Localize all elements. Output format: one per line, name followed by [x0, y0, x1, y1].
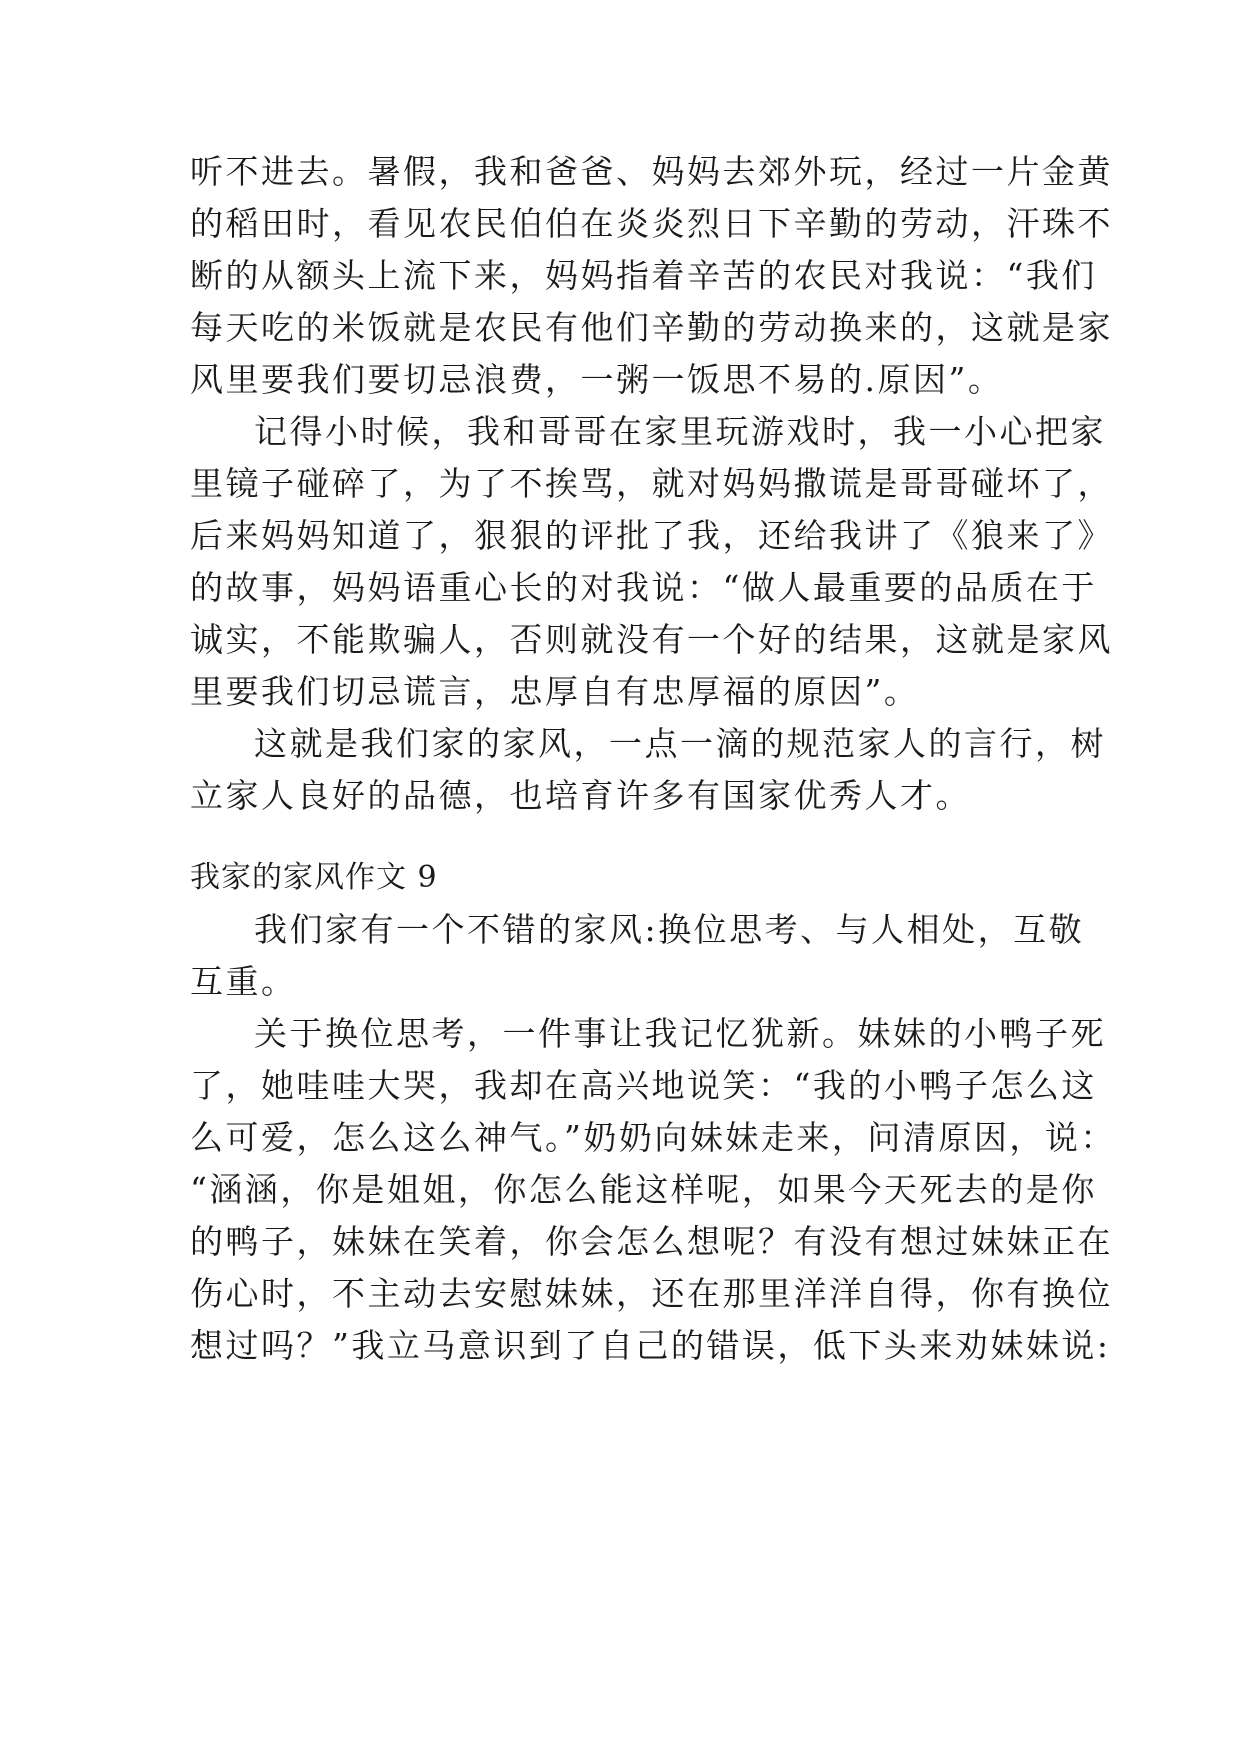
text-line: 互重。 [190, 962, 297, 1001]
text-line: 里镜子碰碎了，为了不挨骂，就对妈妈撒谎是哥哥碰坏了， [190, 464, 1113, 503]
text-line: 么可爱，怎么这么神气。”奶奶向妹妹走来，问清原因，说： [190, 1118, 1116, 1157]
text-line: 的故事，妈妈语重心长的对我说：“做人最重要的品质在于 [190, 568, 1097, 607]
paragraph-start-line: 记得小时候，我和哥哥在家里玩游戏时，我一小心把家 [254, 412, 1106, 451]
section-title: 我家的家风作文 9 [190, 860, 438, 895]
paragraph-start-line: 这就是我们家的家风，一点一滴的规范家人的言行，树 [254, 724, 1106, 763]
text-line: 的稻田时，看见农民伯伯在炎炎烈日下辛勤的劳动，汗珠不 [190, 204, 1113, 243]
text-line: 伤心时，不主动去安慰妹妹，还在那里洋洋自得，你有换位 [190, 1274, 1113, 1313]
text-line: 每天吃的米饭就是农民有他们辛勤的劳动换来的，这就是家 [190, 308, 1113, 347]
text-line: 里要我们切忌谎言，忠厚自有忠厚福的原因”。 [190, 672, 920, 711]
text-line: 立家人良好的品德，也培育许多有国家优秀人才。 [190, 776, 971, 815]
paragraph-start-line: 关于换位思考，一件事让我记忆犹新。妹妹的小鸭子死 [254, 1014, 1106, 1053]
text-line: 风里要我们要切忌浪费，一粥一饭思不易的.原因”。 [190, 360, 1004, 399]
text-line: 断的从额头上流下来，妈妈指着辛苦的农民对我说：“我们 [190, 256, 1097, 295]
text-line: 听不进去。暑假，我和爸爸、妈妈去郊外玩，经过一片金黄 [190, 152, 1113, 191]
text-line: 诚实，不能欺骗人，否则就没有一个好的结果，这就是家风 [190, 620, 1113, 659]
text-line: 的鸭子，妹妹在笑着，你会怎么想呢？有没有想过妹妹正在 [190, 1222, 1113, 1261]
text-line: 想过吗？”我立马意识到了自己的错误，低下头来劝妹妹说: [190, 1326, 1111, 1365]
text-line: “涵涵，你是姐姐，你怎么能这样呢，如果今天死去的是你 [190, 1170, 1097, 1209]
paragraph-start-line: 我们家有一个不错的家风:换位思考、与人相处，互敬 [254, 910, 1085, 949]
text-line: 了，她哇哇大哭，我却在高兴地说笑：“我的小鸭子怎么这 [190, 1066, 1097, 1105]
text-line: 后来妈妈知道了，狠狠的评批了我，还给我讲了《狼来了》 [190, 516, 1113, 555]
